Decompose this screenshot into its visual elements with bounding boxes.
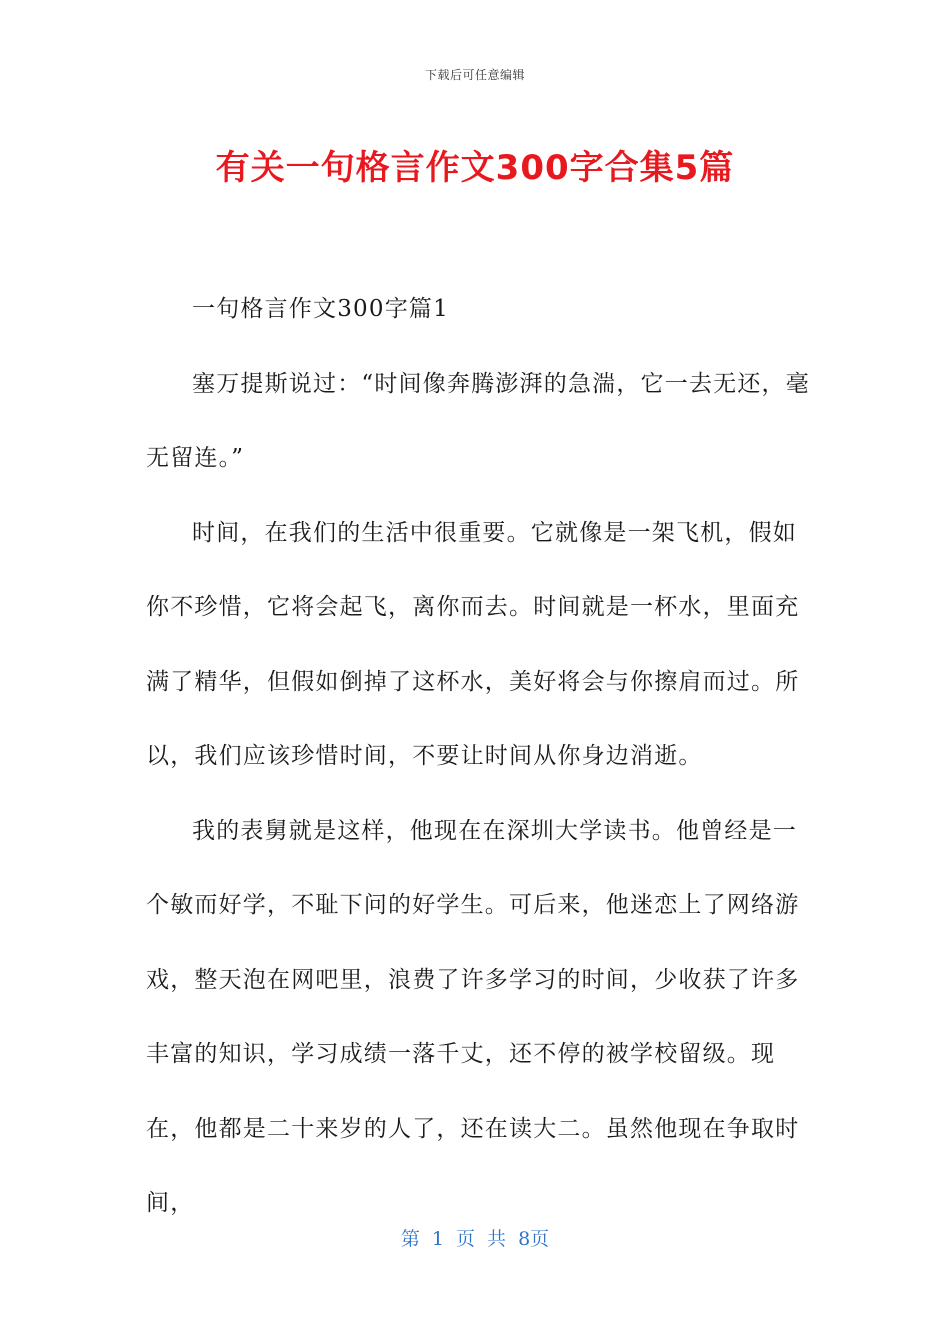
section-heading: 一句格言作文300字篇1: [192, 296, 449, 322]
paragraph-1: 塞万提斯说过：“时间像奔腾澎湃的急湍，它一去无还，毫无留连。”: [146, 370, 810, 471]
document-title: 有关一句格言作文300字合集5篇: [215, 148, 735, 188]
header-note: 下载后可任意编辑: [424, 68, 525, 82]
paragraph-2: 时间，在我们的生活中很重要。它就像是一架飞机，假如你不珍惜，它将会起飞，离你而去。时间就是一杯水，里面充满了精华，但假如倒掉了这杯水，美好将会与你擦肩而过。所以，我们应该珍惜时间，不要让时间从你身边消逝。: [146, 519, 800, 769]
paragraph-3: 我的表舅就是这样，他现在在深圳大学读书。他曾经是一个敏而好学，不耻下问的好学生。可后来，他迷恋上了网络游戏，整天泡在网吧里，浪费了许多学习的时间，少收获了许多丰富的知识，学习成绩一落千丈，还不停的被学校留级。现在，他都是二十来岁的人了，还在读大二。虽然他现在争取时间，: [146, 817, 800, 1216]
document-body: [146, 272, 811, 1241]
page-footer: 第 1 页 共 8页: [400, 1228, 550, 1250]
